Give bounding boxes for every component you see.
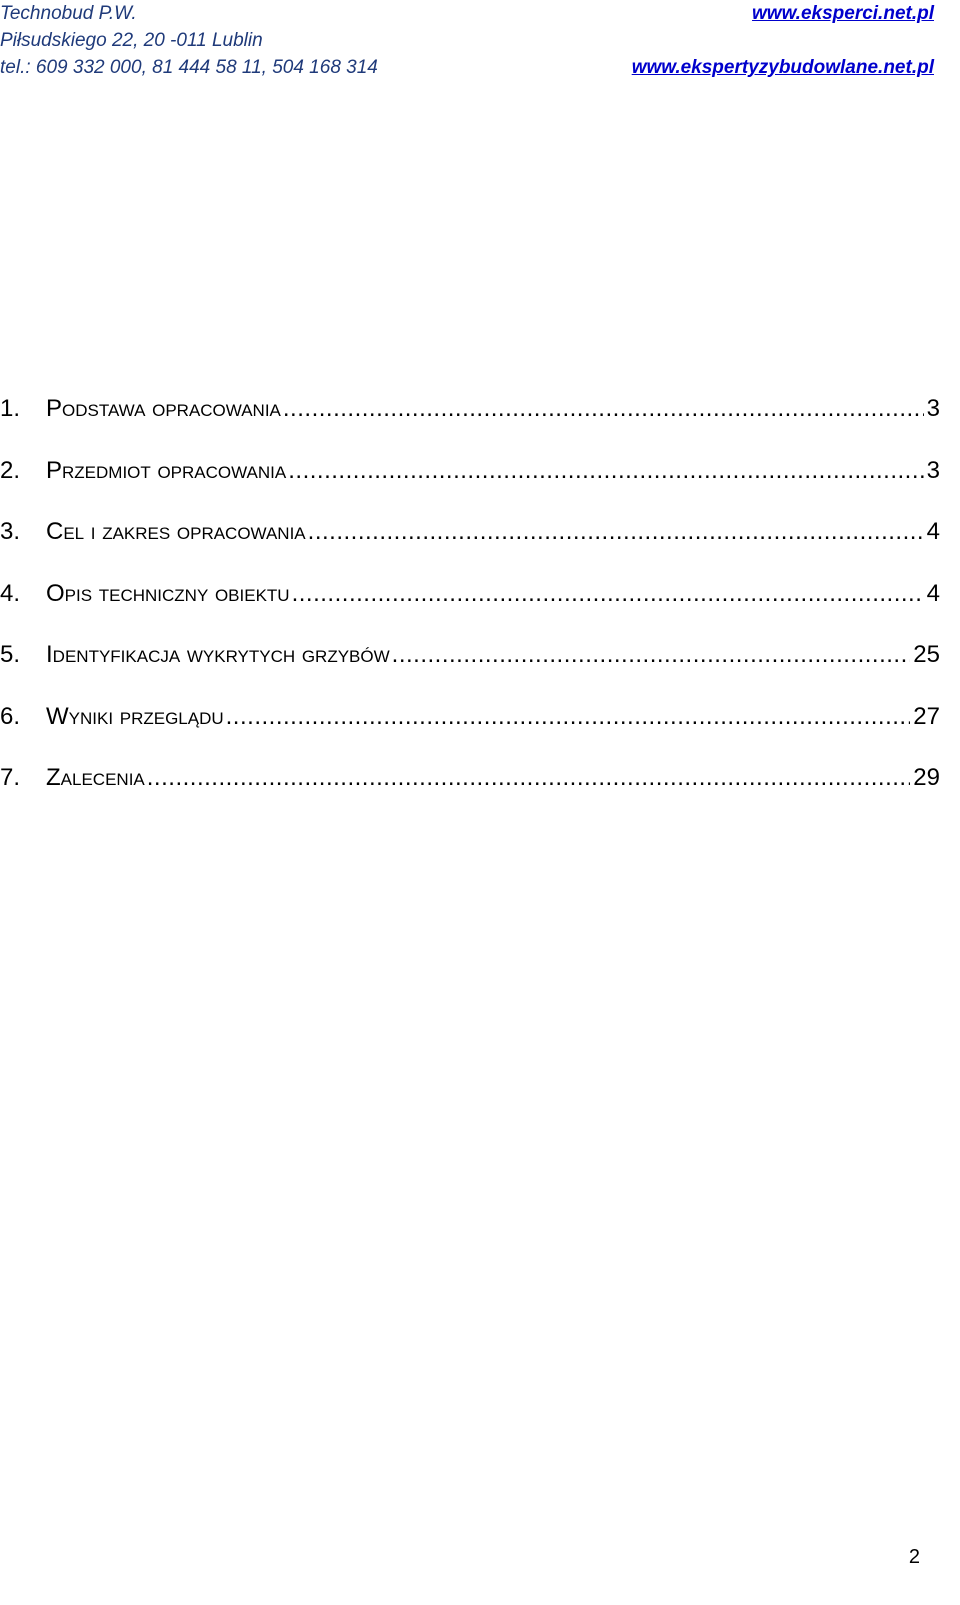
toc-page: 4 [926, 579, 940, 607]
toc-leader [226, 702, 911, 732]
toc-entry[interactable] [0, 702, 940, 764]
toc-entry[interactable] [0, 394, 940, 456]
toc-leader [392, 640, 911, 670]
link-ekspertyzy[interactable]: www.ekspertyzybudowlane.net.pl [631, 57, 934, 78]
toc-leader [288, 456, 923, 486]
toc-page: 3 [926, 456, 940, 484]
toc-title: podstawa opracowania [46, 395, 281, 422]
toc-page: 4 [926, 518, 940, 545]
header-links [632, 0, 934, 81]
toc-title: opis techniczny obiektu [46, 579, 290, 607]
toc-number: 2. [0, 456, 21, 484]
toc-number: 1. [0, 395, 21, 422]
company-name: Technobud P.W. [0, 3, 137, 24]
header-contact [0, 0, 378, 81]
toc-title: wyniki przeglądu [46, 702, 224, 730]
toc-entry[interactable] [0, 517, 940, 579]
toc-number: 4. [0, 579, 21, 607]
toc-leader [308, 517, 924, 547]
toc-leader [147, 763, 911, 793]
toc-title: cel i zakres opracowania [46, 518, 306, 545]
table-of-contents [0, 394, 940, 825]
toc-page: 25 [913, 641, 940, 668]
link-eksperci[interactable]: www.eksperci.net.pl [752, 3, 934, 24]
company-phone: tel.: 609 332 000, 81 444 58 11, 504 168 314 [0, 57, 378, 78]
toc-number: 3. [0, 518, 21, 545]
page-number: 2 [908, 1546, 920, 1568]
toc-entry[interactable] [0, 763, 940, 825]
toc-page: 3 [926, 395, 940, 422]
toc-entry[interactable] [0, 456, 940, 518]
toc-page: 27 [913, 702, 940, 730]
toc-title: przedmiot opracowania [46, 456, 287, 484]
toc-title: identyfikacja wykrytych grzybów [46, 641, 390, 668]
toc-entry[interactable] [0, 640, 940, 702]
toc-page: 29 [913, 764, 940, 791]
toc-title: zalecenia [46, 764, 145, 791]
toc-number: 7. [0, 764, 21, 791]
company-address: Piłsudskiego 22, 20 -011 Lublin [0, 30, 263, 51]
toc-number: 6. [0, 702, 21, 730]
toc-entry[interactable] [0, 579, 940, 641]
toc-leader [283, 394, 924, 424]
toc-leader [292, 579, 924, 609]
toc-number: 5. [0, 641, 21, 668]
